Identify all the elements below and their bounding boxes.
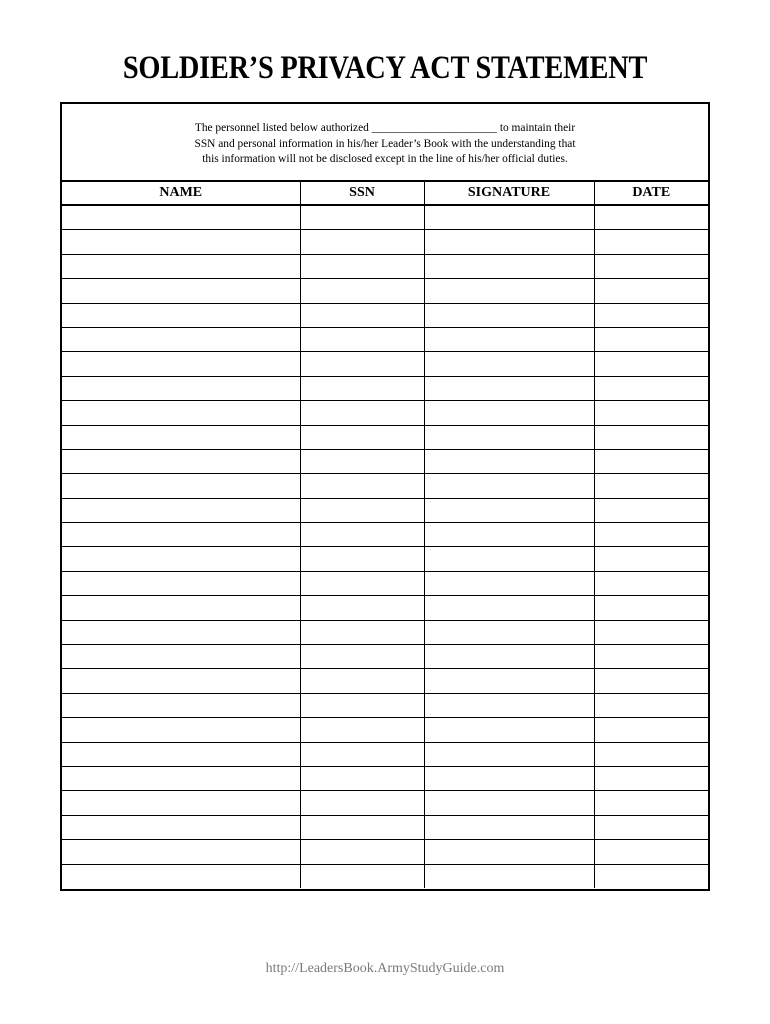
ssn-cell[interactable] bbox=[300, 303, 424, 327]
table-row bbox=[62, 327, 708, 351]
table-row bbox=[62, 693, 708, 717]
name-cell[interactable] bbox=[62, 303, 300, 327]
ssn-cell[interactable] bbox=[300, 205, 424, 230]
signature-cell[interactable] bbox=[424, 571, 594, 595]
table-row bbox=[62, 401, 708, 425]
signature-cell[interactable] bbox=[424, 279, 594, 303]
signature-cell[interactable] bbox=[424, 230, 594, 254]
ssn-cell[interactable] bbox=[300, 620, 424, 644]
footer-url: http://LeadersBook.ArmyStudyGuide.com bbox=[265, 961, 505, 976]
table-row bbox=[62, 230, 708, 254]
name-cell[interactable] bbox=[62, 840, 300, 864]
date-cell[interactable] bbox=[594, 376, 708, 400]
signature-cell[interactable] bbox=[424, 327, 594, 351]
table-row bbox=[62, 254, 708, 278]
table-row bbox=[62, 669, 708, 693]
signature-cell[interactable] bbox=[424, 596, 594, 620]
ssn-cell[interactable] bbox=[300, 425, 424, 449]
table-row bbox=[62, 864, 708, 888]
signature-cell[interactable] bbox=[424, 205, 594, 230]
date-cell[interactable] bbox=[594, 547, 708, 571]
date-cell[interactable] bbox=[594, 279, 708, 303]
statement-line-2: SSN and personal information in his/her Leader’s Book with the understanding that bbox=[194, 137, 576, 150]
signature-cell[interactable] bbox=[424, 742, 594, 766]
signature-cell[interactable] bbox=[424, 401, 594, 425]
date-cell[interactable] bbox=[594, 303, 708, 327]
form-title: SOLDIER’S PRIVACY ACT STATEMENT bbox=[122, 50, 648, 86]
signature-cell[interactable] bbox=[424, 645, 594, 669]
date-cell[interactable] bbox=[594, 791, 708, 815]
ssn-cell[interactable] bbox=[300, 693, 424, 717]
signature-cell[interactable] bbox=[424, 523, 594, 547]
date-cell[interactable] bbox=[594, 352, 708, 376]
name-cell[interactable] bbox=[62, 669, 300, 693]
ssn-cell[interactable] bbox=[300, 815, 424, 839]
table-row bbox=[62, 840, 708, 864]
ssn-cell[interactable] bbox=[300, 596, 424, 620]
name-cell[interactable] bbox=[62, 327, 300, 351]
name-cell[interactable] bbox=[62, 596, 300, 620]
table-row bbox=[62, 596, 708, 620]
name-cell[interactable] bbox=[62, 791, 300, 815]
table-row bbox=[62, 376, 708, 400]
date-cell[interactable] bbox=[594, 523, 708, 547]
name-cell[interactable] bbox=[62, 742, 300, 766]
date-cell[interactable] bbox=[594, 596, 708, 620]
date-cell[interactable] bbox=[594, 401, 708, 425]
name-cell[interactable] bbox=[62, 230, 300, 254]
table-row bbox=[62, 547, 708, 571]
name-cell[interactable] bbox=[62, 205, 300, 230]
ssn-cell[interactable] bbox=[300, 645, 424, 669]
date-cell[interactable] bbox=[594, 425, 708, 449]
date-cell[interactable] bbox=[594, 669, 708, 693]
table-row bbox=[62, 791, 708, 815]
date-cell[interactable] bbox=[594, 742, 708, 766]
name-cell[interactable] bbox=[62, 425, 300, 449]
signature-cell[interactable] bbox=[424, 425, 594, 449]
table-row bbox=[62, 620, 708, 644]
name-cell[interactable] bbox=[62, 279, 300, 303]
ssn-cell[interactable] bbox=[300, 766, 424, 790]
ssn-cell[interactable] bbox=[300, 523, 424, 547]
table-row bbox=[62, 718, 708, 742]
table-row bbox=[62, 425, 708, 449]
name-cell[interactable] bbox=[62, 718, 300, 742]
table-row bbox=[62, 766, 708, 790]
name-cell[interactable] bbox=[62, 523, 300, 547]
date-cell[interactable] bbox=[594, 205, 708, 230]
ssn-cell[interactable] bbox=[300, 327, 424, 351]
name-cell[interactable] bbox=[62, 401, 300, 425]
column-header-date: DATE bbox=[594, 182, 708, 205]
signature-cell[interactable] bbox=[424, 766, 594, 790]
signature-cell[interactable] bbox=[424, 620, 594, 644]
table-row bbox=[62, 742, 708, 766]
signature-cell[interactable] bbox=[424, 254, 594, 278]
ssn-cell[interactable] bbox=[300, 230, 424, 254]
column-header-ssn: SSN bbox=[300, 182, 424, 205]
signature-cell[interactable] bbox=[424, 693, 594, 717]
roster-table bbox=[62, 182, 708, 888]
table-row bbox=[62, 815, 708, 839]
table-row bbox=[62, 279, 708, 303]
signature-cell[interactable] bbox=[424, 449, 594, 473]
name-cell[interactable] bbox=[62, 254, 300, 278]
name-cell[interactable] bbox=[62, 864, 300, 888]
date-cell[interactable] bbox=[594, 474, 708, 498]
date-cell[interactable] bbox=[594, 766, 708, 790]
date-cell[interactable] bbox=[594, 571, 708, 595]
ssn-cell[interactable] bbox=[300, 279, 424, 303]
signature-cell[interactable] bbox=[424, 718, 594, 742]
name-cell[interactable] bbox=[62, 815, 300, 839]
signature-cell[interactable] bbox=[424, 669, 594, 693]
ssn-cell[interactable] bbox=[300, 669, 424, 693]
signature-cell[interactable] bbox=[424, 547, 594, 571]
table-row bbox=[62, 498, 708, 522]
authorization-statement bbox=[62, 104, 708, 182]
ssn-cell[interactable] bbox=[300, 718, 424, 742]
name-cell[interactable] bbox=[62, 571, 300, 595]
table-row bbox=[62, 645, 708, 669]
ssn-cell[interactable] bbox=[300, 352, 424, 376]
signature-cell[interactable] bbox=[424, 864, 594, 888]
date-cell[interactable] bbox=[594, 815, 708, 839]
signature-cell[interactable] bbox=[424, 815, 594, 839]
date-cell[interactable] bbox=[594, 693, 708, 717]
date-cell[interactable] bbox=[594, 327, 708, 351]
signature-cell[interactable] bbox=[424, 352, 594, 376]
name-cell[interactable] bbox=[62, 547, 300, 571]
table-row bbox=[62, 571, 708, 595]
ssn-cell[interactable] bbox=[300, 742, 424, 766]
date-cell[interactable] bbox=[594, 718, 708, 742]
ssn-cell[interactable] bbox=[300, 498, 424, 522]
table-row bbox=[62, 303, 708, 327]
table-row bbox=[62, 205, 708, 230]
name-cell[interactable] bbox=[62, 766, 300, 790]
ssn-cell[interactable] bbox=[300, 791, 424, 815]
table-header-row bbox=[62, 182, 708, 205]
date-cell[interactable] bbox=[594, 498, 708, 522]
ssn-cell[interactable] bbox=[300, 547, 424, 571]
date-cell[interactable] bbox=[594, 840, 708, 864]
name-cell[interactable] bbox=[62, 498, 300, 522]
date-cell[interactable] bbox=[594, 620, 708, 644]
ssn-cell[interactable] bbox=[300, 449, 424, 473]
table-row bbox=[62, 474, 708, 498]
table-row bbox=[62, 352, 708, 376]
ssn-cell[interactable] bbox=[300, 840, 424, 864]
signature-cell[interactable] bbox=[424, 376, 594, 400]
name-cell[interactable] bbox=[62, 474, 300, 498]
ssn-cell[interactable] bbox=[300, 864, 424, 888]
table-row bbox=[62, 449, 708, 473]
name-cell[interactable] bbox=[62, 645, 300, 669]
date-cell[interactable] bbox=[594, 645, 708, 669]
ssn-cell[interactable] bbox=[300, 401, 424, 425]
ssn-cell[interactable] bbox=[300, 571, 424, 595]
ssn-cell[interactable] bbox=[300, 376, 424, 400]
date-cell[interactable] bbox=[594, 254, 708, 278]
signature-cell[interactable] bbox=[424, 791, 594, 815]
ssn-cell[interactable] bbox=[300, 474, 424, 498]
table-row bbox=[62, 523, 708, 547]
privacy-act-form bbox=[60, 102, 710, 891]
name-cell[interactable] bbox=[62, 620, 300, 644]
signature-cell[interactable] bbox=[424, 474, 594, 498]
signature-cell[interactable] bbox=[424, 303, 594, 327]
date-cell[interactable] bbox=[594, 864, 708, 888]
name-cell[interactable] bbox=[62, 693, 300, 717]
statement-line-3: this information will not be disclosed except in the line of his/her official duties. bbox=[202, 153, 568, 165]
column-header-signature: SIGNATURE bbox=[424, 182, 594, 205]
signature-cell[interactable] bbox=[424, 498, 594, 522]
name-cell[interactable] bbox=[62, 449, 300, 473]
date-cell[interactable] bbox=[594, 230, 708, 254]
column-header-name: NAME bbox=[62, 182, 300, 205]
name-cell[interactable] bbox=[62, 352, 300, 376]
name-cell[interactable] bbox=[62, 376, 300, 400]
date-cell[interactable] bbox=[594, 449, 708, 473]
signature-cell[interactable] bbox=[424, 840, 594, 864]
statement-line-1: The personnel listed below authorized ______________________ to maintain their bbox=[194, 122, 576, 134]
ssn-cell[interactable] bbox=[300, 254, 424, 278]
